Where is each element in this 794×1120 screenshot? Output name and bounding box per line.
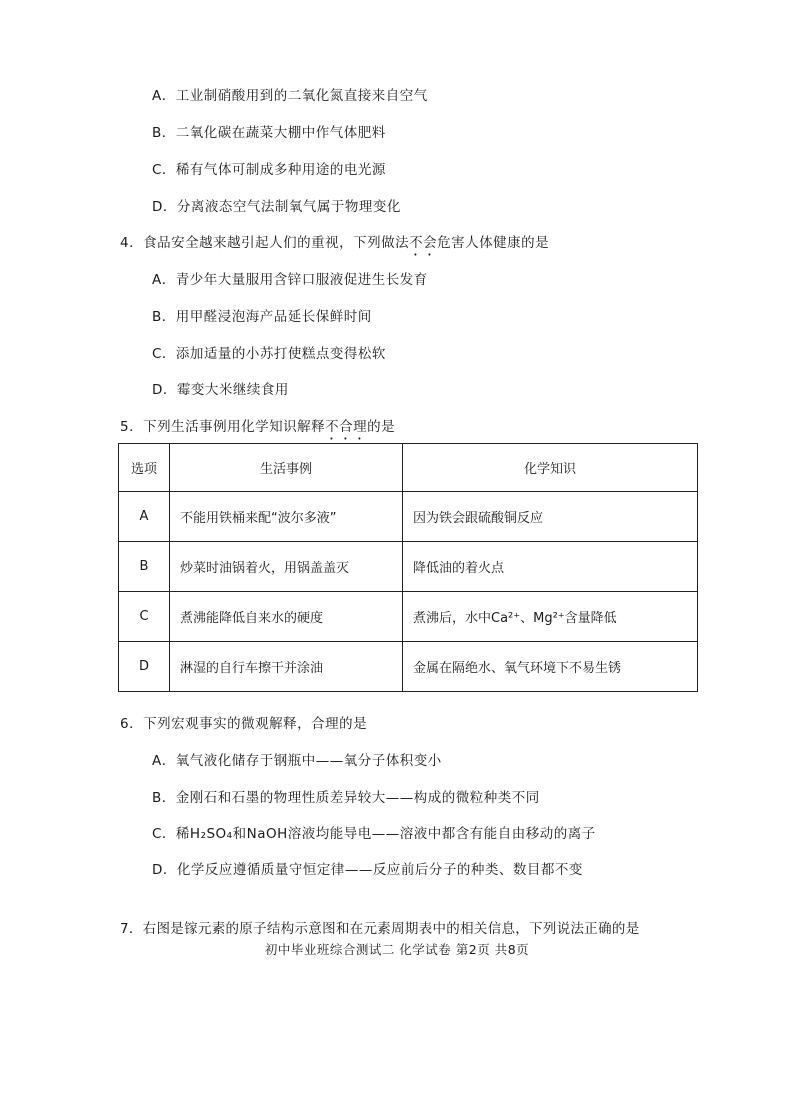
q5-table (118, 443, 698, 692)
q4-stem-prefix: 4．食品安全越来越引起人们的重视，下列做法 (120, 235, 410, 251)
q3-option-b: B．二氧化碳在蔬菜大棚中作气体肥料 (152, 125, 386, 141)
q5-stem (120, 415, 395, 443)
table-cell-option: D (119, 642, 170, 692)
page-footer: 初中毕业班综合测试二 化学试卷 第2页 共8页 (264, 942, 530, 957)
q3-option-c: C．稀有气体可制成多种用途的电光源 (152, 162, 386, 178)
q4-option-b: B．用甲醛浸泡海产品延长保鲜时间 (152, 309, 372, 325)
table-cell-example: 煮沸能降低自来水的硬度 (170, 592, 403, 642)
q4-stem-suffix: 危害人体健康的是 (437, 235, 550, 251)
table-cell-knowledge: 煮沸后，水中Ca²⁺、Mg²⁺含量降低 (403, 592, 698, 642)
table-cell-knowledge: 金属在隔绝水、氧气环境下不易生锈 (403, 642, 698, 692)
q6-stem: 6．下列宏观事实的微观解释，合理的是 (120, 716, 368, 732)
table-header-life-example: 生活事例 (170, 444, 403, 492)
table-cell-option: A (119, 492, 170, 542)
q4-option-d: D．霉变大米继续食用 (152, 382, 289, 398)
table-row (119, 542, 698, 592)
q6-option-d: D．化学反应遵循质量守恒定律——反应前后分子的种类、数目都不变 (152, 862, 583, 878)
q6-option-a: A．氧气液化储存于钢瓶中——氧分子体积变小 (152, 753, 442, 769)
q4-option-c: C．添加适量的小苏打使糕点变得松软 (152, 346, 386, 362)
table-cell-knowledge: 降低油的着火点 (403, 542, 698, 592)
q5-stem-prefix: 5．下列生活事例用化学知识解释 (120, 419, 326, 435)
q3-option-d: D．分离液态空气法制氧气属于物理变化 (152, 199, 401, 215)
q4-stem-emphasis: 不会 (409, 235, 438, 251)
table-row (119, 592, 698, 642)
table-cell-knowledge: 因为铁会跟硫酸铜反应 (403, 492, 698, 542)
table-row (119, 492, 698, 542)
table-cell-example: 炒菜时油锅着火，用锅盖盖灭 (170, 542, 403, 592)
table-cell-example: 淋湿的自行车擦干并涂油 (170, 642, 403, 692)
table-row (119, 642, 698, 692)
q5-stem-emphasis: 不合理 (325, 419, 368, 435)
table-header-option: 选项 (119, 444, 170, 492)
table-cell-example: 不能用铁桶来配“波尔多液” (170, 492, 403, 542)
table-cell-option: B (119, 542, 170, 592)
q4-stem (120, 231, 549, 259)
q4-option-a: A．青少年大量服用含锌口服液促进生长发育 (152, 272, 428, 288)
q5-stem-suffix: 的是 (367, 419, 396, 435)
table-header-row (119, 444, 698, 492)
table-cell-option: C (119, 592, 170, 642)
q6-option-c: C．稀H₂SO₄和NaOH溶液均能导电——溶液中都含有能自由移动的离子 (152, 826, 596, 842)
q3-option-a: A．工业制硝酸用到的二氧化氮直接来自空气 (152, 88, 428, 104)
table-header-chem-knowledge: 化学知识 (403, 444, 698, 492)
q7-stem: 7．右图是镓元素的原子结构示意图和在元素周期表中的相关信息，下列说法正确的是 (120, 921, 640, 937)
q6-option-b: B．金刚石和石墨的物理性质差异较大——构成的微粒种类不同 (152, 790, 540, 806)
